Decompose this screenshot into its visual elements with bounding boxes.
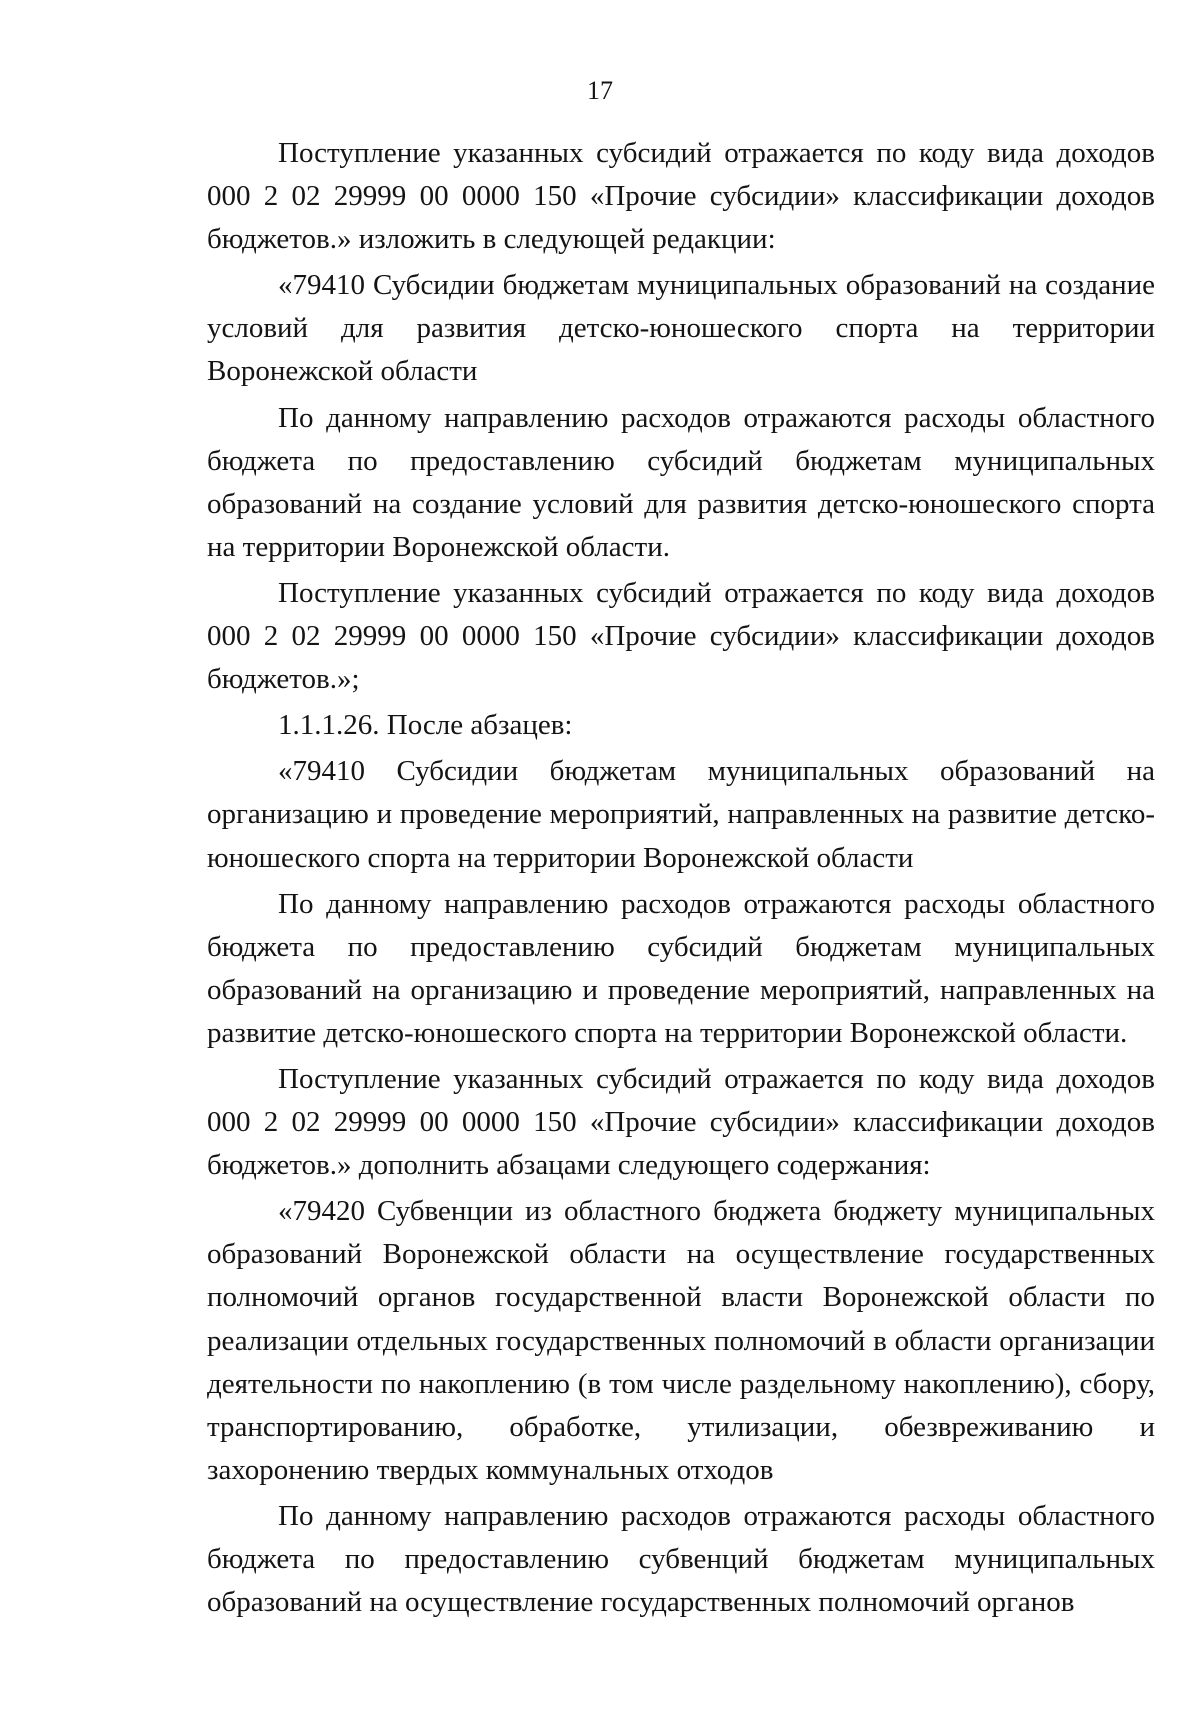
- paragraph-income-code-3: Поступление указанных субсидий отражается по коду вида доходов 000 2 02 29999 00 0000 150 «Прочие субсидии» классификации доходов бюджетов.» дополнить абзацами следующего содержания:: [207, 1062, 1155, 1182]
- page-number: 17: [587, 76, 613, 105]
- paragraph-expense-direction-2: По данному направлению расходов отражаются расходы областного бюджета по предоставлению субсидий бюджетам муниципальных образований на организацию и проведение мероприятий, направленных на развитие детско-юношеского спорта на территории Воронежской области.: [207, 887, 1155, 1049]
- document-body: [207, 132, 1155, 1624]
- paragraph-subsidy-79410-events: «79410 Субсидии бюджетам муниципальных образований на организацию и проведение мероприятий, направленных на развитие детско-юношеского спорта на территории Воронежской области: [207, 755, 1155, 874]
- paragraph-subsidy-79410-conditions: «79410 Субсидии бюджетам муниципальных образований на создание условий для развития детско-юношеского спорта на территории Воронежской области: [207, 269, 1155, 388]
- paragraph-clause-1-1-1-26: 1.1.1.26. После абзацев:: [278, 709, 573, 742]
- paragraph-expense-direction-3: По данному направлению расходов отражаются расходы областного бюджета по предоставлению субвенций бюджетам муниципальных образований на осуществление государственных полномочий органов: [207, 1499, 1155, 1619]
- paragraph-income-code-2: Поступление указанных субсидий отражается по коду вида доходов 000 2 02 29999 00 0000 150 «Прочие субсидии» классификации доходов бюджетов.»;: [207, 576, 1155, 696]
- paragraph-subvention-79420: «79420 Субвенции из областного бюджета бюджету муниципальных образований Воронежской области на осуществление государственных полномочий органов государственной власти Воронежской области по реализации отдельных государственных полномочий в области организации деятельности по накоплению (в том числе раздельному накоплению), сбору, транспортированию, обработке, утилизации, обезвреживанию и захоронению твердых коммунальных отходов: [207, 1195, 1155, 1486]
- paragraph-income-code-1: Поступление указанных субсидий отражается по коду вида доходов 000 2 02 29999 00 0000 150 «Прочие субсидии» классификации доходов бюджетов.» изложить в следующей редакции:: [207, 137, 1155, 256]
- paragraph-expense-direction-1: По данному направлению расходов отражаются расходы областного бюджета по предоставлению субсидий бюджетам муниципальных образований на создание условий для развития детско-юношеского спорта на территории Воронежской области.: [207, 401, 1155, 563]
